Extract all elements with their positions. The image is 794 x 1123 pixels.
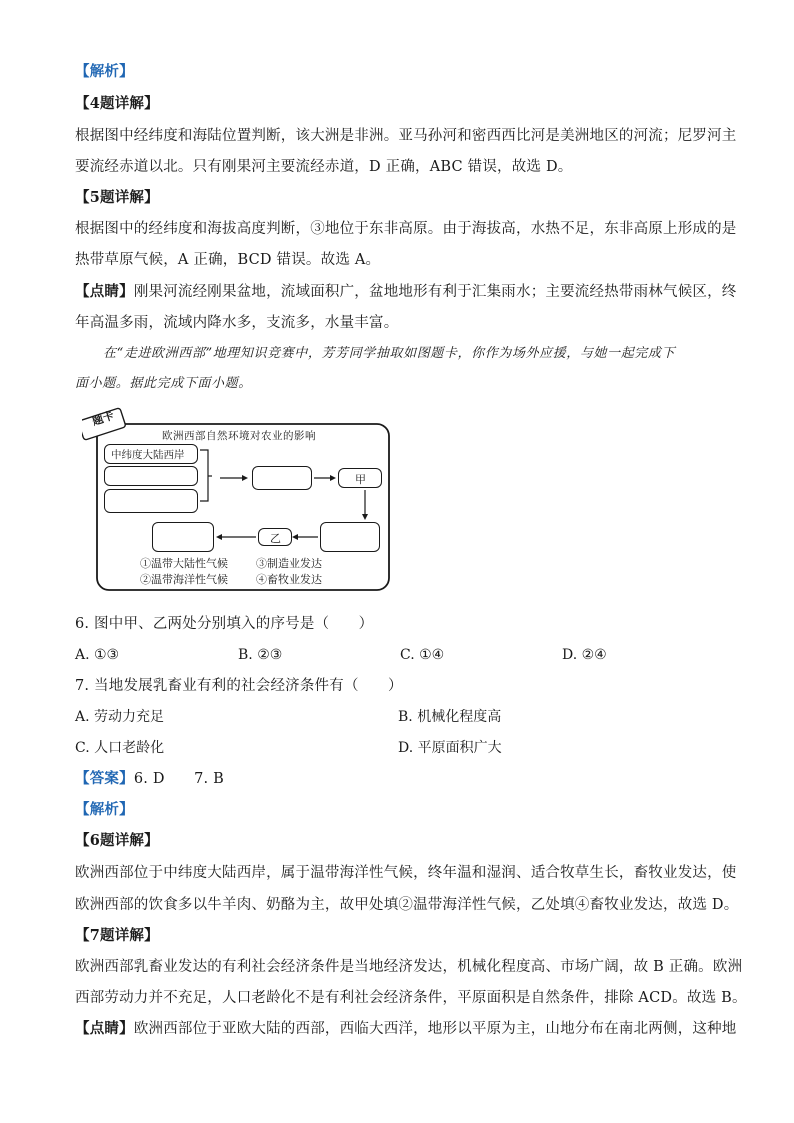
jia-label: 甲 bbox=[355, 473, 366, 486]
brace bbox=[200, 450, 208, 501]
legend-item: ③制造业发达 bbox=[256, 557, 322, 570]
tip-tag: 【点睛】 bbox=[75, 283, 134, 300]
legend-item: ①温带大陆性气候 bbox=[140, 557, 228, 570]
q4-text-line: 要流经赤道以北。只有刚果河主要流经赤道，D 正确，ABC 错误，故选 D。 bbox=[75, 159, 573, 175]
tip-text-line: 年高温多雨，流域内降水多，支流多，水量丰富。 bbox=[75, 315, 399, 331]
q6-option-a: A. ①③ bbox=[75, 647, 120, 663]
question-6-stem: 6. 图中甲、乙两处分别填入的序号是（ ） bbox=[75, 616, 374, 632]
q7-option-d: D. 平原面积广大 bbox=[398, 740, 502, 756]
q5-text-line: 根据图中的经纬度和海拔高度判断，③地位于东非高原。由于海拔高，水热不足，东非高原上形成的是 bbox=[75, 221, 737, 237]
legend-item: ②温带海洋性气候 bbox=[140, 573, 228, 586]
diagram-title: 欧洲西部自然环境对农业的影响 bbox=[162, 430, 316, 442]
q7-detail-heading: 【7题详解】 bbox=[75, 927, 159, 944]
tip-paragraph bbox=[75, 1019, 737, 1039]
blank-box bbox=[104, 466, 198, 486]
tip-text: 欧洲西部位于亚欧大陆的西部，西临大西洋，地形以平原为主，山地分布在南北两侧，这种地 bbox=[133, 1021, 737, 1037]
q6-option-b: B. ②③ bbox=[238, 647, 283, 663]
answer-line bbox=[75, 769, 224, 789]
q6-text-line: 欧洲西部的饮食多以牛羊肉、奶酪为主，故甲处填②温带海洋性气候，乙处填④畜牧业发达，故选 D。 bbox=[75, 897, 739, 913]
card-label: 题卡 bbox=[90, 408, 116, 429]
analysis-heading: 【解析】 bbox=[75, 63, 134, 80]
q7-option-b: B. 机械化程度高 bbox=[398, 709, 502, 725]
q7-text-line: 欧洲西部乳畜业发达的有利社会经济条件是当地经济发达，机械化程度高、市场广阔，故 B 正确。欧洲 bbox=[75, 959, 743, 975]
q7-text-line: 西部劳动力并不充足，人口老龄化不是有利社会经济条件，平原面积是自然条件，排除 ACD。故选 B。 bbox=[75, 990, 747, 1006]
blank-box bbox=[320, 522, 380, 552]
answer-tag: 【答案】 bbox=[75, 770, 134, 787]
q6-option-d: D. ②④ bbox=[562, 647, 607, 663]
intro-line: 在“走进欧洲西部”地理知识竞赛中，芳芳同学抽取如图题卡，你作为场外应援，与她一起完成下 bbox=[103, 346, 676, 361]
intro-line: 面小题。据此完成下面小题。 bbox=[75, 376, 252, 391]
q5-detail-heading: 【5题详解】 bbox=[75, 189, 159, 206]
question-card-diagram bbox=[82, 398, 392, 594]
box-yi bbox=[258, 528, 292, 546]
answer-text: 6. D 7. B bbox=[133, 771, 224, 787]
blank-box bbox=[152, 522, 214, 552]
question-7-stem: 7. 当地发展乳畜业有利的社会经济条件有（ ） bbox=[75, 678, 403, 694]
blank-box bbox=[104, 489, 198, 513]
tip-tag: 【点睛】 bbox=[75, 1020, 134, 1037]
box-mid-latitude-west-coast bbox=[104, 444, 198, 464]
box-jia bbox=[338, 468, 382, 488]
box-label: 中纬度大陆西岸 bbox=[111, 449, 185, 461]
q5-text-line: 热带草原气候，A 正确，BCD 错误。故选 A。 bbox=[75, 252, 381, 268]
q4-detail-heading: 【4题详解】 bbox=[75, 95, 159, 112]
q6-text-line: 欧洲西部位于中纬度大陆西岸，属于温带海洋性气候，终年温和湿润、适合牧草生长，畜牧业发达，使 bbox=[75, 865, 737, 881]
tip-text: 刚果河流经刚果盆地，流域面积广，盆地地形有利于汇集雨水；主要流经热带雨林气候区，终 bbox=[133, 284, 737, 300]
q6-option-c: C. ①④ bbox=[400, 647, 445, 663]
q6-detail-heading: 【6题详解】 bbox=[75, 832, 159, 849]
analysis-heading: 【解析】 bbox=[75, 801, 134, 818]
tip-paragraph bbox=[75, 282, 737, 302]
q7-option-c: C. 人口老龄化 bbox=[75, 740, 165, 756]
blank-box bbox=[252, 466, 312, 490]
q7-option-a: A. 劳动力充足 bbox=[75, 709, 165, 725]
legend-item: ④畜牧业发达 bbox=[256, 573, 322, 586]
yi-label: 乙 bbox=[270, 532, 281, 545]
q4-text-line: 根据图中经纬度和海陆位置判断，该大洲是非洲。亚马孙河和密西西比河是美洲地区的河流；尼罗河主 bbox=[75, 128, 737, 144]
